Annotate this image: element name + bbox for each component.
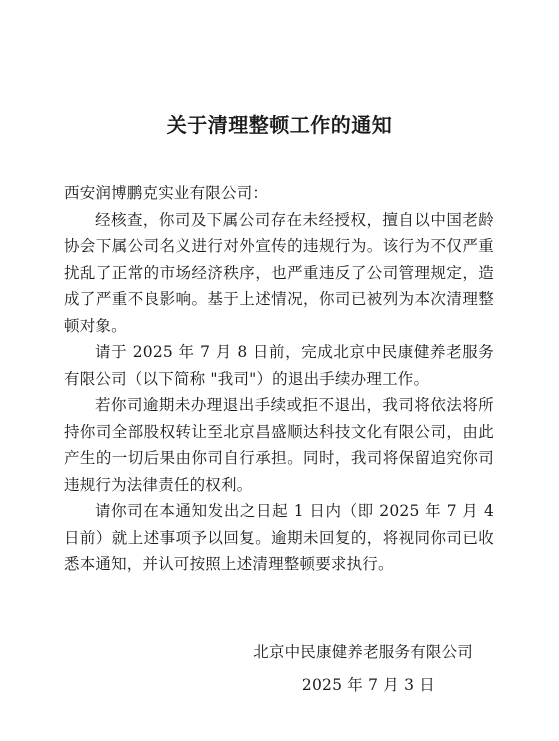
salutation: 西安润博鹏克实业有限公司： [64,184,269,202]
signature-organization: 北京中民康健养老服务有限公司 [253,643,473,661]
paragraph-consequence: 若你司逾期未办理退出手续或拒不退出，我司将依法将所持你司全部股权转让至北京昌盛顺达科技文化有限公司，由此产生的一切后果由你司自行承担。同时，我司将保留追究你司违规行为法律责任的权利。 [64,396,494,494]
paragraph-verification: 经核查，你司及下属公司存在未经授权，擅自以中国老龄协会下属公司名义进行对外宣传的违规行为。该行为不仅严重扰乱了正常的市场经济秩序，也严重违反了公司管理规定，造成了严重不良影响。基于上述情况，你司已被列为本次清理整顿对象。 [64,210,494,335]
signature-date: 2025 年 7 月 3 日 [301,676,435,694]
paragraph-deadline: 请于 2025 年 7 月 8 日前，完成北京中民康健养老服务有限公司（以下简称 "我司"）的退出手续办理工作。 [64,343,494,388]
paragraph-reply: 请你司在本通知发出之日起 1 日内（即 2025 年 7 月 4 日前）就上述事项予以回复。逾期未回复的，将视同你司已收悉本通知，并认可按照上述清理整顿要求执行。 [64,502,494,573]
signature-block [253,636,473,702]
document-title: 关于清理整顿工作的通知 [166,113,393,137]
document-body [64,180,494,578]
